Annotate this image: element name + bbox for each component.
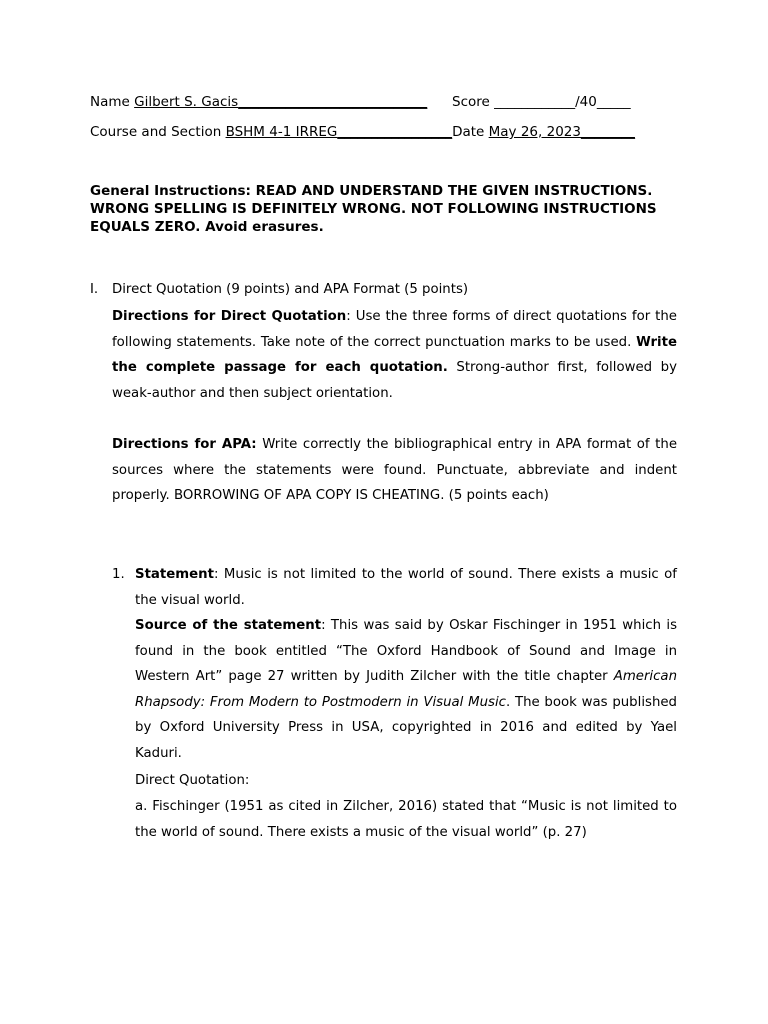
name-line	[90, 93, 427, 111]
item-source	[135, 613, 677, 766]
score-label: Score	[452, 94, 495, 110]
directions-direct-quotation	[112, 304, 677, 406]
score-line	[452, 93, 631, 111]
name-label: Name	[90, 94, 135, 110]
dq-text-2: Strong-author first, followed by weak-author and then subject orientation.	[112, 360, 677, 401]
apa-label: Directions for APA:	[112, 437, 257, 452]
score-value: ____________/40_____	[494, 94, 631, 110]
course-line	[90, 123, 635, 141]
section-title: Direct Quotation (9 points) and APA Format (5 points)	[112, 282, 469, 297]
name-blank: ____________________________	[238, 94, 428, 110]
course-blank: _________________	[337, 124, 453, 140]
source-text-2: . The book was published by Oxford University Press in USA, copyrighted in 2016 and edited by Yael Kaduri.	[135, 694, 677, 761]
answer-a: a. Fischinger (1951 as cited in Zilcher, 2016) stated that “Music is not limited to the world of sound. There exists a music of the visual world” (p. 27)	[135, 799, 677, 840]
name-value: Gilbert S. Gacis	[134, 94, 239, 110]
section-numeral: I.	[90, 282, 99, 297]
date-label: Date	[452, 124, 489, 140]
date-blank: ________	[580, 124, 635, 140]
directions-apa	[112, 432, 677, 509]
item-number: 1.	[112, 567, 125, 582]
source-label: Source of the statement	[135, 618, 322, 633]
course-value: BSHM 4-1 IRREG	[225, 124, 338, 140]
dq-label: Directions for Direct Quotation	[112, 309, 347, 324]
date-value: May 26, 2023	[488, 124, 581, 140]
statement-label: Statement	[135, 567, 214, 582]
apa-text: Write correctly the bibliographical entry in APA format of the sources where the statements were found. Punctuate, abbreviate and indent properly. BORROWING OF APA COPY IS CHEATING. (5 points each)	[112, 437, 678, 503]
general-instructions: General Instructions: READ AND UNDERSTAND THE GIVEN INSTRUCTIONS. WRONG SPELLING IS DEFINITELY WRONG. NOT FOLLOWING INSTRUCTIONS EQUALS ZERO. Avoid erasures.	[90, 183, 657, 235]
dq-bold-instruction: Write the complete passage for each quotation.	[112, 334, 677, 375]
dq-text-1: : Use the three forms of direct quotations for the following statements. Take note of the correct punctuation marks to be used.	[112, 309, 677, 350]
statement-text: : Music is not limited to the world of sound. There exists a music of the visual world.	[135, 567, 677, 608]
source-text-1: : This was said by Oskar Fischinger in 1951 which is found in the book entitled “The Oxford Handbook of Sound and Image in Western Art” page 27 written by Judith Zilcher with the title chapter	[135, 618, 677, 684]
source-chapter-title: American Rhapsody: From Modern to Postmodern in Visual Music	[135, 669, 677, 710]
course-label: Course and Section	[90, 124, 226, 140]
item-statement	[135, 562, 677, 613]
direct-quotation-heading: Direct Quotation:	[135, 773, 250, 788]
